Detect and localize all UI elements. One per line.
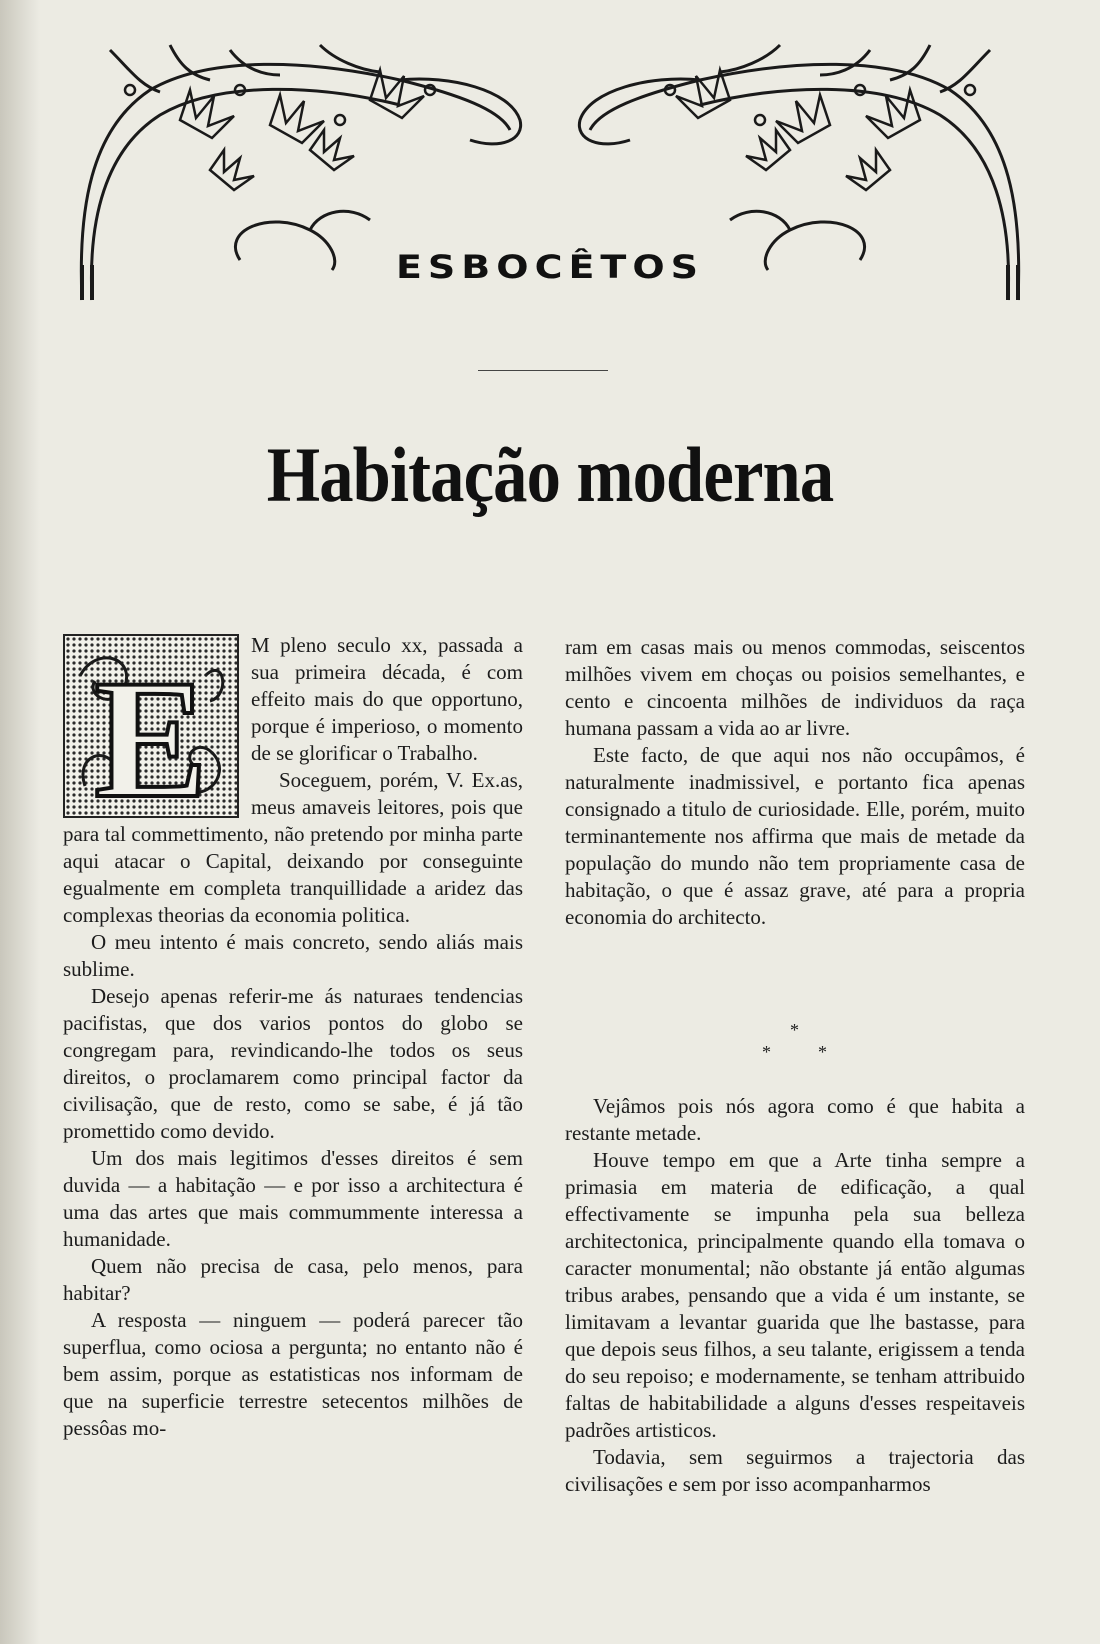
paragraph: Este facto, de que aqui nos não occupâmos, é naturalmente inadmissivel, e portanto fica apenas consignado a titulo de curiosidade. Elle, porém, muito terminantemente nos affirma que mais de metade da população do mundo não tem propriamente casa de habitação, o que é assaz grave, até para a propria economia do architecto.	[565, 743, 1025, 929]
separator-star: *	[790, 1020, 799, 1040]
section-title: ESBOCÊTOS	[395, 248, 705, 286]
paragraph: O meu intento é mais concreto, sendo aliás mais sublime.	[63, 930, 523, 981]
article-title: Habitação moderna	[266, 431, 834, 518]
right-column-bottom	[565, 1093, 1025, 1498]
paragraph: Quem não precisa de casa, pelo menos, para habitar?	[63, 1254, 523, 1305]
title-rule	[478, 370, 608, 371]
paragraph: M pleno seculo xx, passada a sua primeira década, é com effeito mais do que opportuno, porque é imperioso, o momento de se glorificar o Trabalho.	[251, 633, 523, 765]
ornamental-dropcap	[63, 634, 239, 818]
paragraph: Um dos mais legitimos d'esses direitos é sem duvida — a habitação — e por isso a architectura é uma das artes que mais commummente interessa a humanidade.	[63, 1146, 523, 1251]
svg-text:E: E	[94, 645, 208, 816]
separator-star: *	[762, 1042, 771, 1062]
left-column	[63, 632, 523, 1442]
paragraph: ram em casas mais ou menos commodas, seiscentos milhões vivem em choças ou poisios semelhantes, e cento e cincoenta milhões de individuos da raça humana passam a vida ao ar livre.	[565, 635, 1025, 740]
page-edge-shadow	[0, 0, 40, 1644]
paragraph: Soceguem, porém, V. Ex.as, meus amaveis leitores, pois que para tal commettimento, não pretendo por minha parte aqui atacar o Capital, deixando por conseguinte egualmente em completa tranquillidade a aridez das complexas theorias da economia politica.	[63, 768, 523, 927]
paragraph: Todavia, sem seguirmos a trajectoria das civilisações e sem por isso acompanharmos	[565, 1445, 1025, 1496]
paragraph: Vejâmos pois nós agora como é que habita a restante metade.	[565, 1094, 1025, 1145]
paragraph: A resposta — ninguem — poderá parecer tão superflua, como ociosa a pergunta; no entanto não é bem assim, porque as estatisticas nos informam de que na superficie terrestre setecentos milhões de pessôas mo-	[63, 1308, 523, 1440]
right-column-top	[565, 634, 1025, 931]
paragraph: Desejo apenas referir-me ás naturaes tendencias pacifistas, que dos varios pontos do globo se congregam para, revindicando-lhe todos os seus direitos, o proclamarem como principal factor da civilisação, que de resto, como se sabe, é já tão promettido como devido.	[63, 984, 523, 1143]
paragraph: Houve tempo em que a Arte tinha sempre a primasia em materia de edificação, a qual effectivamente se impunha pela sua belleza architectonica, principalmente quando ella tomava o caracter monumental; não obstante já então algumas tribus arabes, pensando que a vida é um instante, se limitavam a levantar guarida que lhe bastasse, para que depois seus filhos, a seu talante, erigissem a tenda do seu repoiso; e modernamente, se tenham attribuido faltas de habitabilidade a alguns d'esses respeitaveis padrões artisticos.	[565, 1148, 1025, 1442]
asterism-separator	[740, 1020, 830, 1060]
separator-star: *	[818, 1042, 827, 1062]
